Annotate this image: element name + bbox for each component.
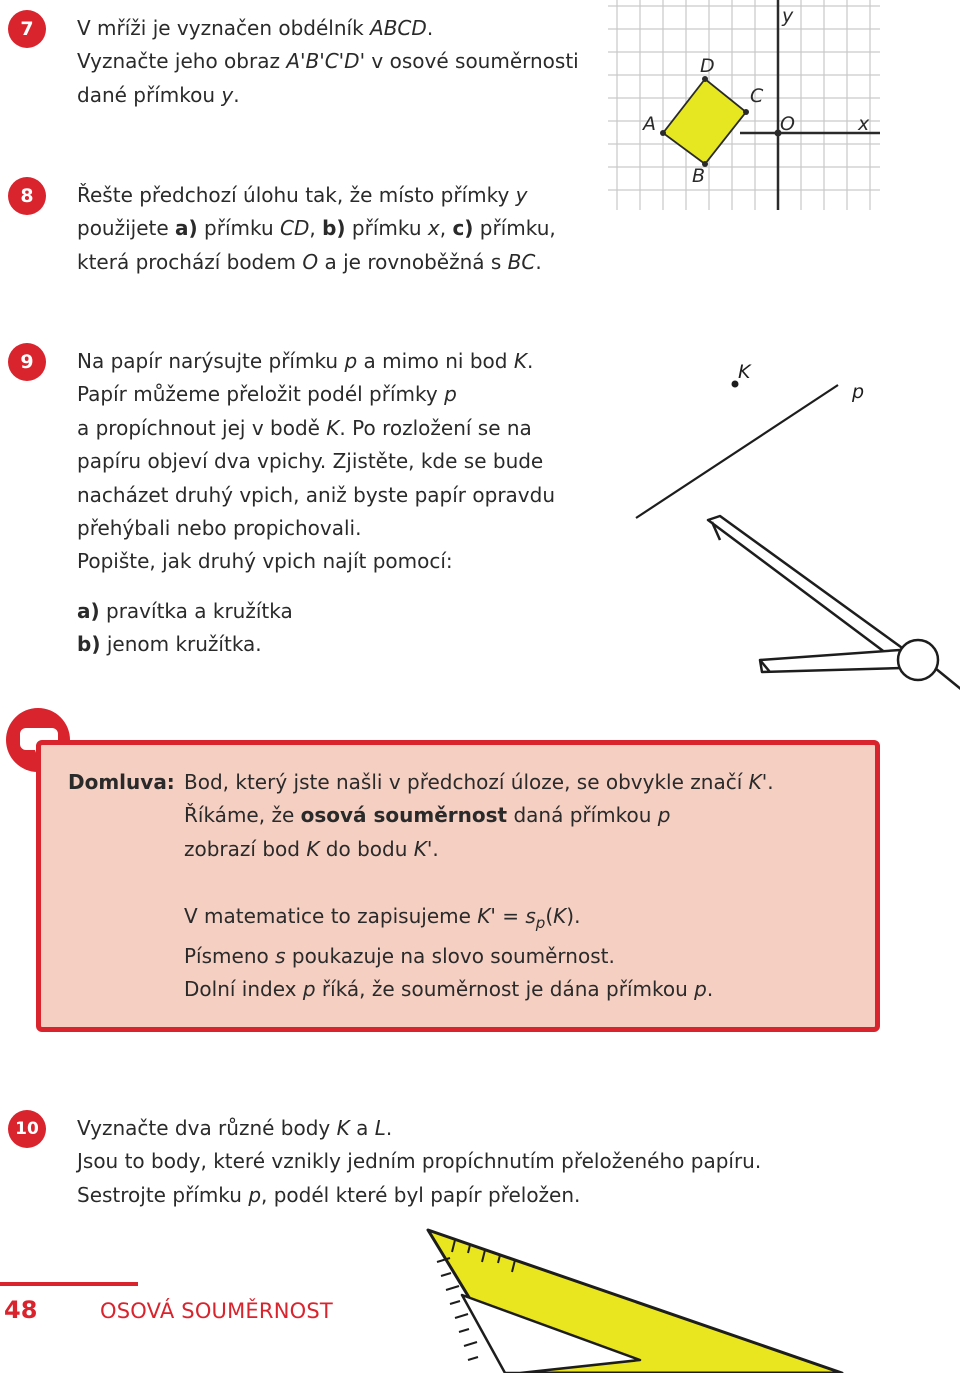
label-p: p (852, 381, 865, 403)
footer-rule (0, 1282, 138, 1286)
note-title: Domluva: (68, 770, 175, 794)
label-b: B (692, 165, 706, 187)
label-x: x (858, 113, 870, 135)
task-9-options: a) pravítka a kružítka b) jenom kružítka. (77, 599, 293, 657)
task-7-text: V mříži je vyznačen obdélník ABCD. Vyznačte jeho obraz A'B'C'D' v osové souměrnosti dané přímkou y. (77, 16, 579, 107)
figure-9 (600, 340, 960, 700)
task-number-10: 10 (8, 1110, 46, 1148)
task-number-7: 7 (8, 10, 46, 48)
task-number-9: 9 (8, 343, 46, 381)
page-number: 48 (4, 1296, 38, 1324)
label-d: D (700, 55, 715, 77)
label-k: K (738, 361, 751, 383)
task-10-text: Vyznačte dva různé body K a L. Jsou to body, které vznikly jedním propíchnutím přeloženého papíru. Sestrojte přímku p, podél které byl papír přeložen. (77, 1116, 762, 1207)
task-9-text: Na papír narýsujte přímku p a mimo ni bod K. Papír můžeme přeložit podél přímky p a propíchnout jej v bodě K. Po rozložení se na papíru objeví dva vpichy. Zjistěte, kde se bude nacházet druhý vpich, aniž byste papír opravdu přehýbali nebo propichovali. Popište, jak druhý vpich najít pomocí: (77, 349, 555, 574)
task-8-text: Řešte předchozí úlohu tak, že místo přímky y použijete a) přímku CD, b) přímku x, c) přímku, která prochází bodem O a je rovnoběžná s BC. (77, 183, 556, 274)
set-square-icon (380, 1225, 850, 1373)
chapter-title: OSOVÁ SOUMĚRNOST (100, 1299, 333, 1323)
label-c: C (750, 85, 764, 107)
compass-icon (708, 516, 960, 690)
task-number-8: 8 (8, 177, 46, 215)
label-o: O (780, 113, 795, 135)
grid-figure (600, 0, 900, 215)
label-a: A (643, 113, 656, 135)
note-text: Bod, který jste našli v předchozí úloze, se obvykle značí K'. Říkáme, že osová souměrnost daná přímkou p zobrazí bod K do bodu K'. V matematice to zapisujeme $K' = s_p(K)$. Písmeno s poukazuje na slovo souměrnost. Dolní index p říká, že souměrnost je dána přímkou p. (184, 770, 774, 1002)
label-y: y (782, 5, 794, 27)
